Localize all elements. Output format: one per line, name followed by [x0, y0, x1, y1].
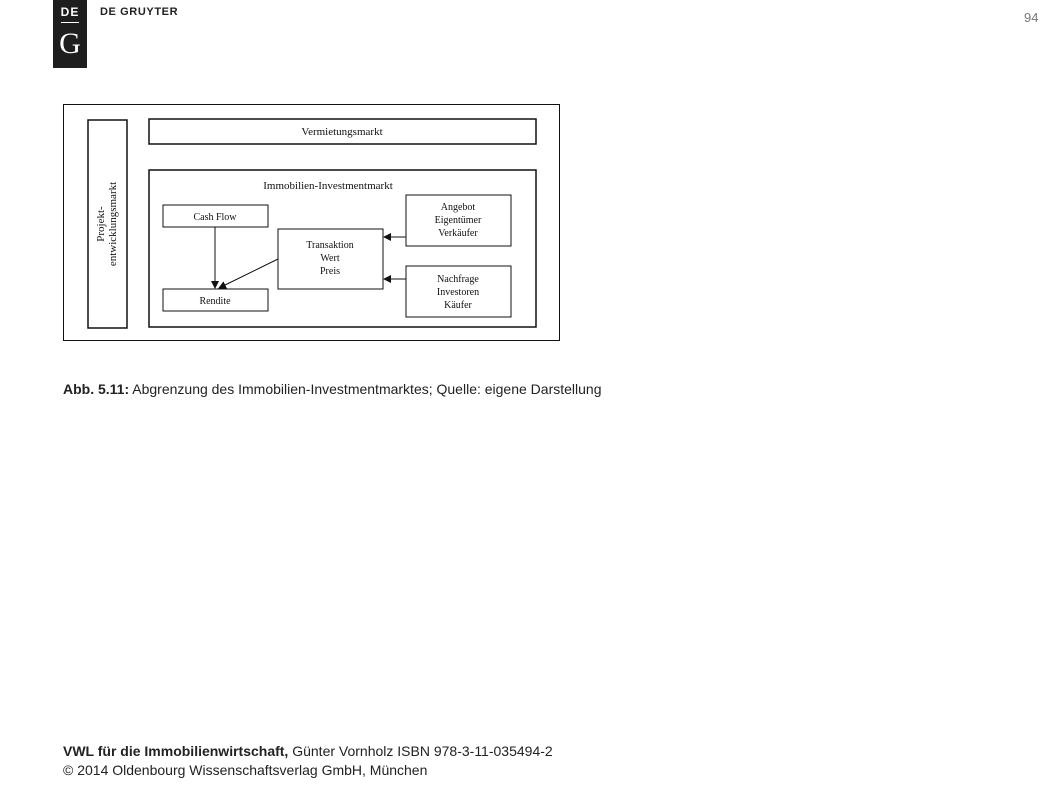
- nachfrage-label-2: Investoren: [436, 287, 480, 298]
- diagram-svg: [63, 104, 561, 342]
- angebot-label-2: Eigentümer: [434, 215, 482, 226]
- main-box-label: Immobilien-Investmentmarkt: [263, 180, 393, 192]
- figure-caption: [63, 381, 602, 397]
- logo-top-text: DE: [60, 5, 80, 19]
- transaktion-label-1: Transaktion: [306, 240, 354, 251]
- page-footer: [63, 742, 553, 780]
- side-box-label-1: Projekt-: [95, 206, 107, 242]
- nachfrage-label-1: Nachfrage: [437, 274, 479, 285]
- figure-diagram: [63, 104, 561, 342]
- footer-citation: [63, 742, 553, 761]
- top-box-label: Vermietungsmarkt: [301, 126, 383, 138]
- transaktion-label-3: Preis: [320, 266, 340, 277]
- logo-divider: [61, 22, 79, 23]
- cash-flow-label: Cash Flow: [193, 212, 237, 223]
- caption-label: Abb. 5.11:: [63, 381, 130, 397]
- rendite-label: Rendite: [199, 296, 231, 307]
- caption-text: Abgrenzung des Immobilien-Investmentmarktes; Quelle: eigene Darstellung: [129, 381, 602, 397]
- publisher-name: DE GRUYTER: [100, 6, 179, 18]
- angebot-label-3: Verkäufer: [438, 228, 478, 239]
- nachfrage-label-3: Käufer: [444, 300, 472, 311]
- logo-bottom-text: G: [59, 27, 81, 60]
- footer-book-title: VWL für die Immobilienwirtschaft,: [63, 743, 289, 759]
- footer-copyright: © 2014 Oldenbourg Wissenschaftsverlag GmbH, München: [63, 762, 428, 778]
- transaktion-label-2: Wert: [320, 253, 340, 264]
- side-box-label-2: entwicklungsmarkt: [107, 181, 119, 267]
- page-number: 94: [1024, 10, 1039, 25]
- publisher-logo: [53, 0, 87, 68]
- footer-author-isbn: Günter Vornholz ISBN 978-3-11-035494-2: [288, 743, 553, 759]
- angebot-label-1: Angebot: [440, 202, 476, 213]
